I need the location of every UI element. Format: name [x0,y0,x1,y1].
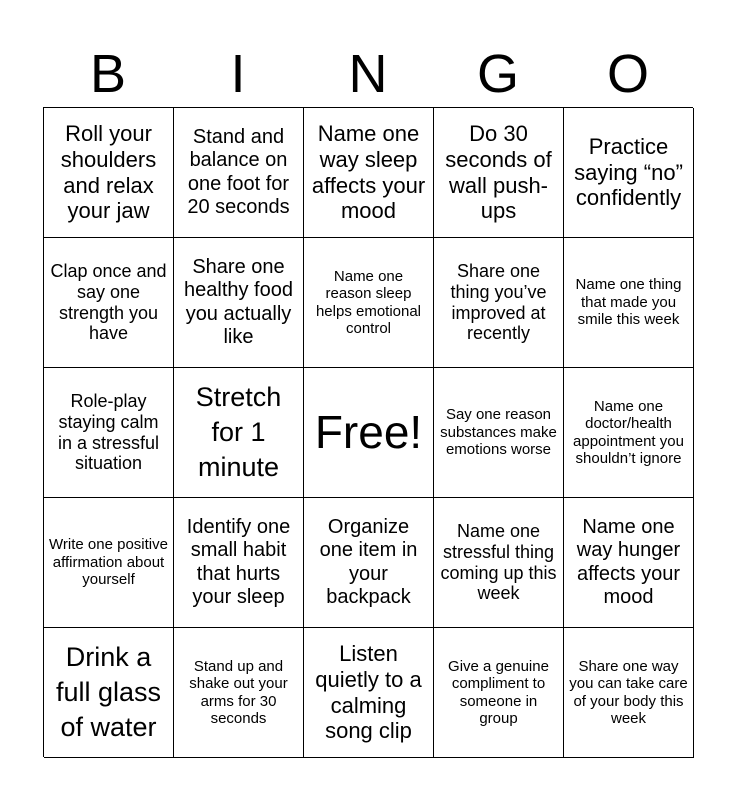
header-letter-i: I [230,44,246,104]
bingo-cell-r2c4[interactable] [434,238,564,368]
cell-text: Stand and balance on one foot for 20 seconds [187,126,290,218]
cell-text: Clap once and say one strength you have [50,260,167,344]
bingo-cell-r1c1[interactable] [44,108,174,238]
bingo-cell-r5c3[interactable] [304,628,434,758]
bingo-cell-r5c5[interactable] [564,628,694,758]
bingo-cell-r4c4[interactable] [434,498,564,628]
bingo-header [43,40,693,108]
bingo-cell-r1c5[interactable] [564,108,694,238]
cell-text: Name one thing that made you smile this week [575,276,682,329]
cell-text: Write one positive affirmation about yourself [49,536,168,589]
cell-text: Share one thing you’ve improved at recently [450,260,547,344]
bingo-cell-r2c2[interactable] [174,238,304,368]
bingo-grid [43,107,693,757]
header-letter-b: B [89,44,127,104]
free-space-text: Free! [314,405,423,458]
bingo-cell-r4c2[interactable] [174,498,304,628]
bingo-cell-r3c2[interactable] [174,368,304,498]
bingo-cell-r4c3[interactable] [304,498,434,628]
cell-text: Name one stressful thing coming up this week [440,520,557,604]
cell-text: Drink a full glass of water [55,641,162,743]
bingo-cell-r5c4[interactable] [434,628,564,758]
cell-text: Listen quietly to a calming song clip [315,641,422,744]
cell-text: Organize one item in your backpack [319,516,418,608]
cell-text: Give a genuine compliment to someone in group [448,657,549,727]
header-letter-o: O [606,44,649,104]
bingo-cell-r2c5[interactable] [564,238,694,368]
cell-text: Roll your shoulders and relax your jaw [60,121,157,224]
cell-text: Share one healthy food you actually like [184,256,293,348]
cell-text: Share one way you can take care of your body this week [569,657,688,727]
bingo-cell-r5c1[interactable] [44,628,174,758]
header-letter-n: N [348,44,388,104]
header-letter-g: G [476,44,519,104]
cell-text: Say one reason substances make emotions worse [440,406,557,459]
bingo-cell-r5c2[interactable] [174,628,304,758]
bingo-cell-r3c4[interactable] [434,368,564,498]
cell-text: Name one reason sleep helps emotional control [315,267,422,337]
bingo-cell-r4c1[interactable] [44,498,174,628]
cell-text: Role-play staying calm in a stressful situation [57,390,160,474]
cell-text: Stand up and shake out your arms for 30 seconds [189,657,288,727]
bingo-cell-r2c1[interactable] [44,238,174,368]
bingo-cell-r1c4[interactable] [434,108,564,238]
cell-text: Name one way hunger affects your mood [576,516,681,608]
bingo-cell-r3c1[interactable] [44,368,174,498]
cell-text: Practice saying “no” confidently [574,134,683,211]
cell-text: Name one way sleep affects your mood [311,121,426,224]
bingo-cell-r1c3[interactable] [304,108,434,238]
bingo-cell-r2c3[interactable] [304,238,434,368]
bingo-cell-r3c5[interactable] [564,368,694,498]
cell-text: Stretch for 1 minute [195,381,282,483]
cell-text: Name one doctor/health appointment you shouldn’t ignore [573,397,684,467]
cell-text: Identify one small habit that hurts your sleep [186,516,291,608]
cell-text: Do 30 seconds of wall push-ups [445,121,552,224]
bingo-cell-r4c5[interactable] [564,498,694,628]
bingo-cell-r1c2[interactable] [174,108,304,238]
bingo-cell-free[interactable] [304,368,434,498]
